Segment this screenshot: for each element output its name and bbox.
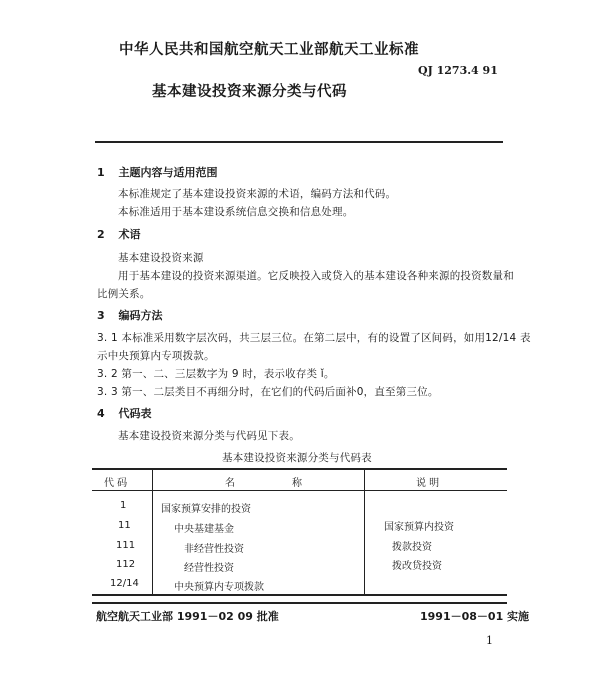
section-2-title: 术语 (118, 228, 141, 241)
section-4-line-1: 基本建设投资来源分类与代码见下表。 (118, 430, 300, 442)
section-2-term: 基本建设投资来源 (118, 252, 204, 264)
table-row-5-name: 中央预算内专项拨款 (174, 582, 264, 593)
section-3-heading (97, 307, 163, 323)
section-1-line-1: 本标准规定了基本建设投资来源的术语，编码方法和代码。 (118, 188, 397, 200)
issuer-line: 中华人民共和国航空航天工业部航天工业标准 (119, 42, 419, 58)
document-title: 基本建设投资来源分类与代码 (152, 84, 347, 100)
table-header-name-2: 称 (292, 478, 302, 489)
table-row-3-name: 非经营性投资 (184, 544, 244, 555)
table-row-4-note: 拨改贷投资 (392, 561, 442, 572)
approval-line: 航空航天工业部 1991－02 09 批准 (96, 610, 279, 623)
header-rule (95, 141, 503, 143)
table-row-3-note: 拨款投资 (392, 542, 432, 553)
standard-code: QJ 1273.4 91 (418, 64, 498, 77)
section-1-line-2: 本标准适用于基本建设系统信息交换和信息处理。 (118, 206, 354, 218)
section-4-number: 4 (97, 407, 105, 420)
table-header-rule (92, 490, 507, 491)
table-row-1-name: 国家预算安排的投资 (161, 504, 251, 515)
section-1-number: 1 (97, 166, 105, 179)
section-2-definition-1: 用于基本建设的投资来源渠道。它反映投入或贷入的基本建设各种来源的投资数量和 (118, 270, 514, 282)
table-col-divider-1 (152, 468, 153, 594)
table-col-divider-2 (364, 468, 365, 594)
section-1-title: 主题内容与适用范围 (118, 166, 218, 179)
section-3-number: 3 (97, 309, 105, 322)
table-caption: 基本建设投资来源分类与代码表 (222, 452, 372, 464)
effective-date: 1991－08－01 实施 (420, 610, 530, 623)
section-2-definition-2: 比例关系。 (97, 288, 151, 300)
table-row-2-code: 11 (118, 520, 131, 531)
table-row-5-code: 12/14 (110, 578, 139, 589)
clause-3-2: 3. 2 第一、二、三层数字为 9 时，表示收存类 ǐ。 (97, 368, 335, 380)
table-row-1-code: 1 (120, 500, 127, 511)
table-top-rule (92, 468, 507, 470)
clause-3-1-line-1: 3. 1 本标准采用数字层次码，共三层三位。在第二层中，有的设置了区间码，如用12/14 表 (97, 332, 531, 344)
page-number: 1 (486, 634, 493, 647)
table-header-name-1: 名 (225, 478, 235, 489)
table-row-4-name: 经营性投资 (184, 563, 234, 574)
table-header-note: 说 明 (416, 478, 440, 489)
section-4-heading (97, 405, 152, 421)
table-row-2-name: 中央基建基金 (174, 524, 234, 535)
clause-3-3: 3. 3 第一、二层类目不再细分时，在它们的代码后面补0，直至第三位。 (97, 386, 439, 398)
table-row-2-note: 国家预算内投资 (384, 522, 454, 533)
section-1-heading (97, 164, 218, 180)
section-2-number: 2 (97, 228, 105, 241)
footer-rule (92, 602, 507, 604)
table-row-4-code: 112 (116, 559, 136, 570)
table-bottom-rule (92, 594, 507, 596)
section-4-title: 代码表 (118, 407, 152, 420)
table-header-code: 代 码 (104, 478, 128, 489)
clause-3-1-line-2: 示中央预算内专项拨款。 (97, 350, 215, 362)
section-2-heading (97, 226, 141, 242)
section-3-title: 编码方法 (118, 309, 163, 322)
table-row-3-code: 111 (116, 540, 136, 551)
